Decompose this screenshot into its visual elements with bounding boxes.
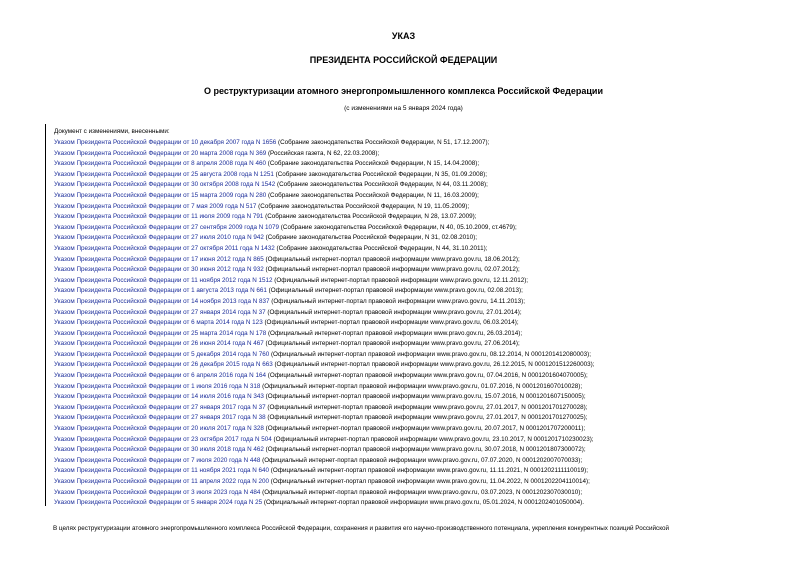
amendment-link[interactable]: Указом Президента Российской Федерации от 30 июня 2012 года N 932 [54, 266, 264, 274]
amendment-source: (Официальный интернет-портал правовой информации www.pravo.gov.ru, 02.07.2012); [263, 266, 520, 274]
amendments-list [54, 138, 594, 509]
amendment-link[interactable]: Указом Президента Российской Федерации от 3 июля 2023 года N 484 [54, 488, 261, 496]
amendment-source: (Официальный интернет-портал правовой информации www.pravo.gov.ru, 11.11.2021, N 0001202111110019); [269, 467, 589, 475]
amendment-source: (Официальный интернет-портал правовой информации www.pravo.gov.ru, 05.01.2024, N 0001202401050004). [262, 499, 584, 507]
amendment-source: (Собрание законодательства Российской Федерации, N 28, 13.07.2009); [263, 213, 477, 221]
amendment-source: (Официальный интернет-портал правовой информации www.pravo.gov.ru, 30.07.2018, N 0001201807300072); [263, 446, 586, 454]
amendment-item [54, 255, 594, 266]
amendment-link[interactable]: Указом Президента Российской Федерации от 11 апреля 2022 года N 200 [54, 478, 270, 485]
decree-subject: О реструктуризации атомного энергопромышленного комплекса Российской Федерации [203, 86, 603, 96]
amendment-link[interactable]: Указом Президента Российской Федерации от 27 сентября 2009 года N 1079 [54, 223, 280, 231]
amendment-source: (Официальный интернет-портал правовой информации www.pravo.gov.ru, 02.08.2013); [266, 287, 523, 295]
amendment-item [54, 244, 594, 255]
amendment-item [54, 403, 594, 414]
amendment-link[interactable]: Указом Президента Российской Федерации от 25 августа 2008 года N 1251 [54, 170, 274, 178]
amendment-link[interactable]: Указом Президента Российской Федерации от 11 июля 2009 года N 791 [54, 213, 264, 221]
amendment-item [54, 149, 594, 160]
amendment-source: (Официальный интернет-портал правовой информации www.pravo.gov.ru, 18.06.2012); [263, 255, 520, 263]
amendment-link[interactable]: Указом Президента Российской Федерации от 20 марта 2008 года N 369 [54, 149, 267, 157]
amendment-link[interactable]: Указом Президента Российской Федерации от 27 октября 2011 года N 1432 [54, 244, 275, 252]
amendment-item [54, 477, 594, 488]
amendment-link[interactable]: Указом Президента Российской Федерации от 27 января 2017 года N 37 [54, 403, 266, 411]
amendment-link[interactable]: Указом Президента Российской Федерации от 11 ноября 2021 года N 640 [54, 467, 270, 475]
amendment-item [54, 233, 594, 244]
amendment-source: (Собрание законодательства Российской Федерации, N 35, 01.09.2008); [273, 170, 487, 178]
amendment-source: (Официальный интернет-портал правовой информации www.pravo.gov.ru, 26.03.2014); [266, 329, 523, 337]
amendment-item [54, 413, 594, 424]
amendment-link[interactable]: Указом Президента Российской Федерации от 26 июня 2014 года N 467 [54, 340, 264, 348]
amendment-source: (Официальный интернет-портал правовой информации www.pravo.gov.ru, 03.07.2023, N 0001202307030010); [260, 488, 583, 496]
amendment-item [54, 488, 594, 499]
amendment-source: (Собрание законодательства Российской Федерации, N 44, 03.11.2008); [275, 181, 488, 189]
amendment-link[interactable]: Указом Президента Российской Федерации от 7 июля 2020 года N 448 [54, 456, 261, 464]
amendment-link[interactable]: Указом Президента Российской Федерации от 14 ноября 2013 года N 837 [54, 297, 270, 305]
amendment-link[interactable]: Указом Президента Российской Федерации от 14 июля 2016 года N 343 [54, 393, 264, 401]
amendment-source: (Официальный интернет-портал правовой информации www.pravo.gov.ru, 27.01.2017, N 0001201701270028); [265, 403, 588, 411]
amendment-source: (Официальный интернет-портал правовой информации www.pravo.gov.ru, 27.06.2014); [263, 340, 520, 348]
amendment-link[interactable]: Указом Президента Российской Федерации от 15 марта 2009 года N 280 [54, 191, 267, 199]
amendment-link[interactable]: Указом Президента Российской Федерации от 27 января 2014 года N 37 [54, 308, 266, 316]
amendment-link[interactable]: Указом Президента Российской Федерации от 11 ноября 2012 года N 1512 [54, 276, 273, 284]
amendment-link[interactable]: Указом Президента Российской Федерации от 23 октября 2017 года N 504 [54, 435, 272, 443]
amendment-item [54, 339, 594, 350]
amendment-item [54, 392, 594, 403]
amendment-source: (Официальный интернет-портал правовой информации www.pravo.gov.ru, 23.10.2017, N 0001201710230023); [271, 435, 594, 443]
decree-title: УКАЗ [391, 31, 416, 41]
preamble-paragraph: В целях реструктуризации атомного энергопромышленного комплекса Российской Федерации, сохранения и развития его научно-производственного потенциала, укрепления конкурентных позиций Российской [53, 525, 670, 532]
amendment-item [54, 329, 594, 340]
amendment-source: (Официальный интернет-портал правовой информации www.pravo.gov.ru, 15.07.2016, N 0001201607150005); [263, 393, 586, 401]
amendment-source: (Официальный интернет-портал правовой информации www.pravo.gov.ru, 07.07.2020, N 0001202007070033); [260, 456, 583, 464]
amendment-item [54, 286, 594, 297]
amendment-source: (Собрание законодательства Российской Федерации, N 19, 11.05.2009); [256, 202, 470, 210]
amendment-item [54, 223, 594, 234]
amendment-link[interactable]: Указом Президента Российской Федерации от 5 января 2024 года N 25 [54, 499, 263, 507]
amendment-source: (Собрание законодательства Российской Федерации, N 15, 14.04.2008); [265, 160, 480, 168]
amendment-source: (Официальный интернет-портал правовой информации www.pravo.gov.ru, 20.07.2017, N 0001201707200011); [263, 425, 586, 433]
amendment-link[interactable]: Указом Президента Российской Федерации от 30 октября 2008 года N 1542 [54, 181, 276, 189]
amendment-link[interactable]: Указом Президента Российской Федерации от 8 апреля 2008 года N 460 [54, 160, 266, 168]
amendment-item [54, 265, 594, 276]
amendment-item [54, 191, 594, 202]
amendment-source: (Официальный интернет-портал правовой информации www.pravo.gov.ru, 08.12.2014, N 0001201412080003); [269, 350, 591, 358]
amendment-item [54, 424, 594, 435]
amendment-item [54, 159, 594, 170]
amendment-source: (Официальный интернет-портал правовой информации www.pravo.gov.ru, 14.11.2013); [269, 297, 526, 305]
decree-issuer: ПРЕЗИДЕНТА РОССИЙСКОЙ ФЕДЕРАЦИИ [309, 55, 498, 65]
amendment-source: (Официальный интернет-портал правовой информации www.pravo.gov.ru, 11.04.2022, N 0001202204110014); [269, 478, 590, 485]
amendment-source: (Официальный интернет-портал правовой информации www.pravo.gov.ru, 12.11.2012); [272, 276, 529, 284]
amendment-link[interactable]: Указом Президента Российской Федерации от 7 мая 2009 года N 517 [54, 202, 257, 210]
amendment-item [54, 435, 594, 446]
amendment-item [54, 360, 594, 371]
amendment-source: (Официальный интернет-портал правовой информации www.pravo.gov.ru, 07.04.2016, N 0001201604070005); [265, 372, 588, 380]
amendment-source: (Официальный интернет-портал правовой информации www.pravo.gov.ru, 06.03.2014); [262, 319, 519, 327]
amendment-item [54, 308, 594, 319]
amendment-item [54, 276, 594, 287]
amendment-source: (Официальный интернет-портал правовой информации www.pravo.gov.ru, 27.01.2014); [265, 308, 522, 316]
amendment-link[interactable]: Указом Президента Российской Федерации от 17 июня 2012 года N 865 [54, 255, 264, 263]
amendment-item [54, 371, 594, 382]
amendment-link[interactable]: Указом Президента Российской Федерации от 26 декабря 2015 года N 663 [54, 361, 273, 369]
amendment-item [54, 466, 594, 477]
amendment-source: (Собрание законодательства Российской Федерации, N 44, 31.10.2011); [274, 244, 488, 252]
amendments-block [45, 124, 761, 506]
revision-note: (с изменениями на 5 января 2024 года) [344, 105, 463, 112]
amendment-item [54, 456, 594, 467]
amendment-link[interactable]: Указом Президента Российской Федерации от 1 августа 2013 года N 661 [54, 287, 267, 295]
amendment-item [54, 445, 594, 456]
amendment-item [54, 318, 594, 329]
amendment-item [54, 350, 594, 361]
amendment-link[interactable]: Указом Президента Российской Федерации от 1 июля 2016 года N 318 [54, 382, 261, 390]
amendment-link[interactable]: Указом Президента Российской Федерации от 20 июля 2017 года N 328 [54, 425, 264, 433]
amendment-link[interactable]: Указом Президента Российской Федерации от 25 марта 2014 года N 178 [54, 329, 267, 337]
amendments-intro: Документ с изменениями, внесенными: [54, 128, 170, 135]
amendment-source: (Собрание законодательства Российской Федерации, N 40, 05.10.2009, ст.4679); [279, 223, 517, 231]
amendment-source: (Официальный интернет-портал правовой информации www.pravo.gov.ru, 27.01.2017, N 0001201701270025); [265, 414, 588, 422]
amendment-source: (Официальный интернет-портал правовой информации www.pravo.gov.ru, 26.12.2015, N 0001201512260003); [272, 361, 595, 369]
amendment-item [54, 297, 594, 308]
amendment-link[interactable]: Указом Президента Российской Федерации от 27 января 2017 года N 38 [54, 414, 266, 422]
amendment-item [54, 382, 594, 393]
amendment-source: (Собрание законодательства Российской Федерации, N 51, 17.12.2007); [276, 139, 490, 146]
amendment-link[interactable]: Указом Президента Российской Федерации от 6 марта 2014 года N 123 [54, 319, 263, 327]
amendment-source: (Собрание законодательства Российской Федерации, N 11, 16.03.2009); [266, 191, 479, 199]
amendment-source: (Официальный интернет-портал правовой информации www.pravo.gov.ru, 01.07.2016, N 0001201607010028); [260, 382, 583, 390]
amendment-link[interactable]: Указом Президента Российской Федерации от 6 апреля 2016 года N 164 [54, 372, 266, 380]
amendment-item [54, 498, 594, 509]
amendment-item [54, 212, 594, 223]
amendment-item [54, 138, 594, 149]
amendment-link[interactable]: Указом Президента Российской Федерации от 27 июля 2010 года N 942 [54, 234, 264, 242]
amendment-source: (Российская газета, N 62, 22.03.2008); [266, 149, 380, 157]
amendment-link[interactable]: Указом Президента Российской Федерации от 5 декабря 2014 года N 760 [54, 350, 270, 358]
amendment-link[interactable]: Указом Президента Российской Федерации от 10 декабря 2007 года N 1656 [54, 139, 277, 146]
amendment-source: (Собрание законодательства Российской Федерации, N 31, 02.08.2010); [263, 234, 477, 242]
amendment-item [54, 202, 594, 213]
amendment-item [54, 180, 594, 191]
amendment-item [54, 170, 594, 181]
amendment-link[interactable]: Указом Президента Российской Федерации от 30 июля 2018 года N 462 [54, 446, 264, 454]
